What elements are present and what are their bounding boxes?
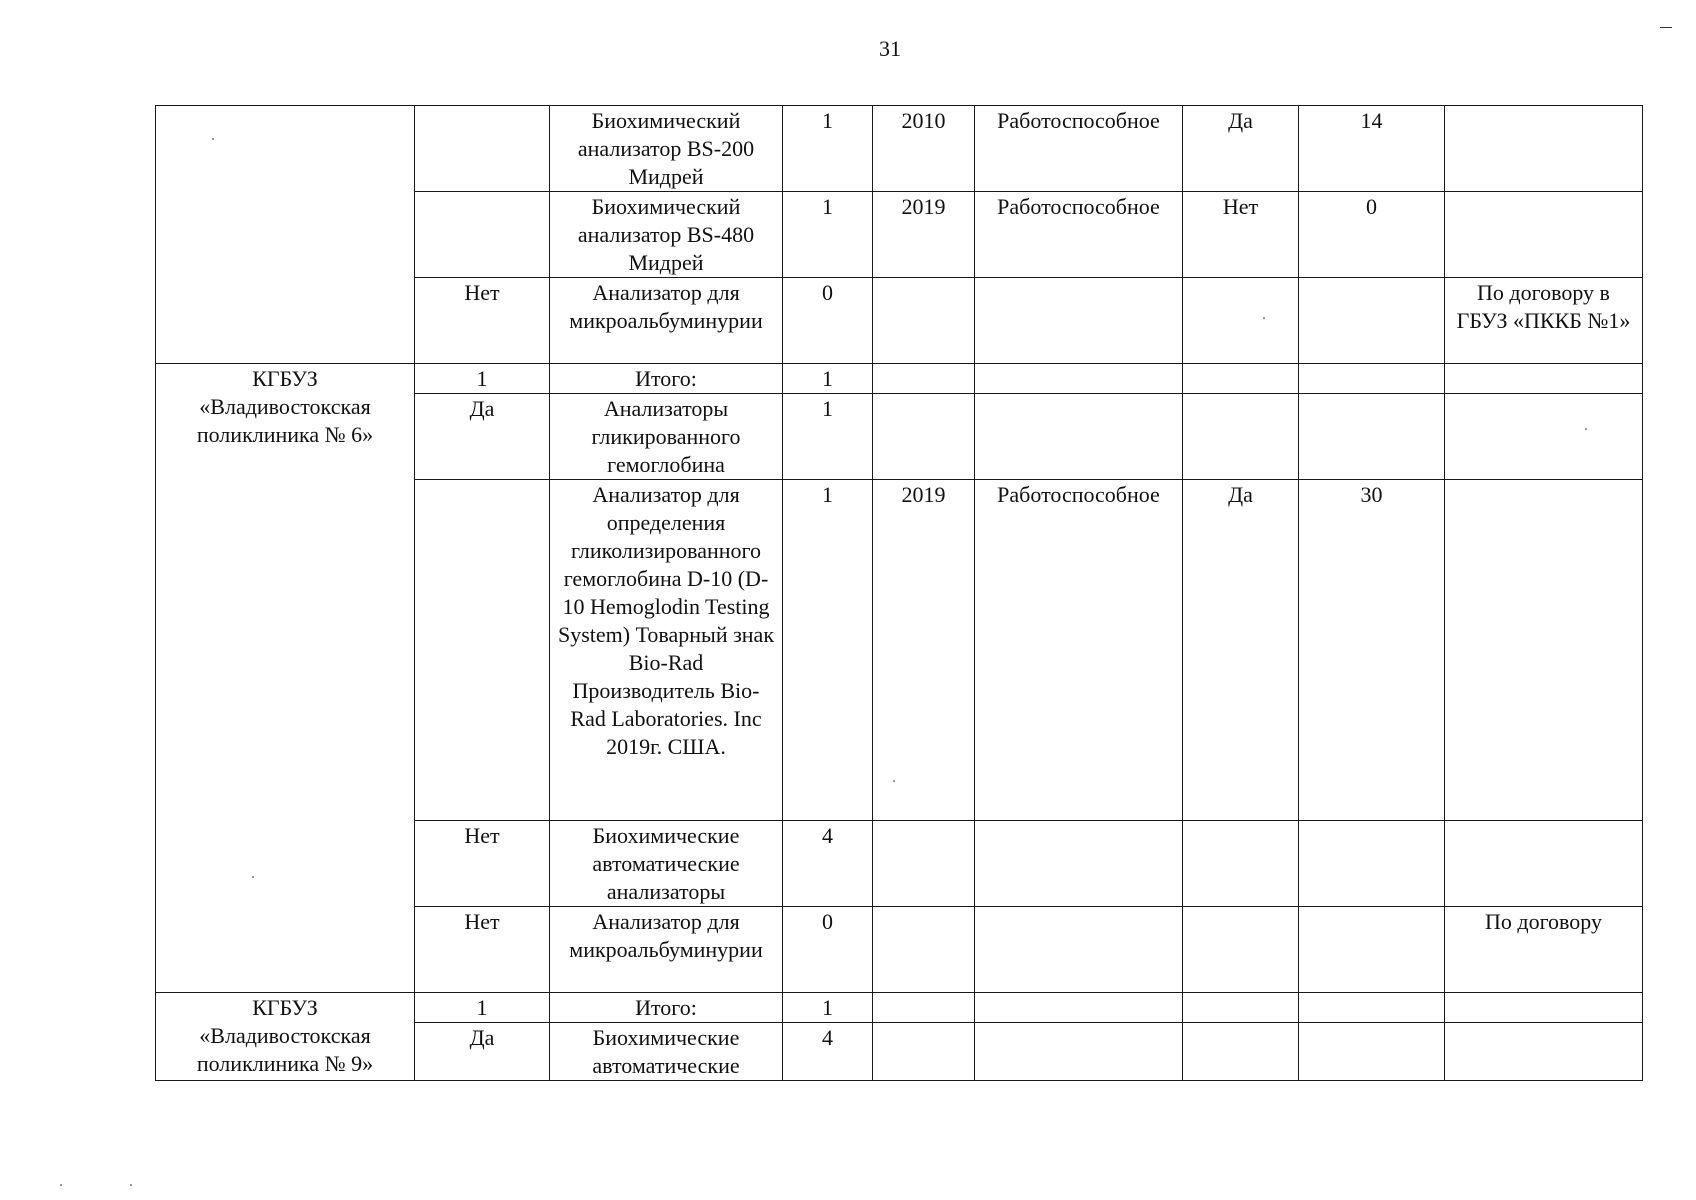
scan-speck [252,876,254,878]
org-cell-continued [156,106,415,364]
quantity-cell: 0 [783,907,873,993]
flag-cell [1183,394,1299,480]
condition-cell: Работоспособное [975,480,1183,821]
value-cell [1299,364,1445,394]
note-cell [1445,821,1643,907]
value-cell [1299,821,1445,907]
table-row [156,106,1643,192]
quantity-cell: 1 [783,394,873,480]
note-cell [1445,394,1643,480]
organization-cell: КГБУЗ «Владивостокская поликлиника № 9» [156,993,415,1081]
note-cell [1445,192,1643,278]
note-cell [1445,993,1643,1023]
availability-cell [415,192,550,278]
quantity-cell: 1 [783,364,873,394]
year-cell [873,1023,975,1081]
quantity-cell: 1 [783,993,873,1023]
flag-cell [1183,907,1299,993]
year-cell [873,364,975,394]
availability-cell: Да [415,1023,550,1081]
year-cell: 2010 [873,106,975,192]
year-cell: 2019 [873,480,975,821]
equipment-cell: Анализатор для микроальбуминурии [550,278,783,364]
availability-cell: Нет [415,278,550,364]
condition-cell [975,993,1183,1023]
equipment-cell: Биохимический анализатор BS-200 Мидрей [550,106,783,192]
condition-cell [975,278,1183,364]
flag-cell: Да [1183,106,1299,192]
condition-cell: Работоспособное [975,192,1183,278]
organization-cell: КГБУЗ «Владивостокская поликлиника № 6» [156,364,415,993]
note-cell [1445,364,1643,394]
value-cell [1299,907,1445,993]
year-cell [873,821,975,907]
flag-cell [1183,993,1299,1023]
availability-cell: Да [415,394,550,480]
value-cell: 14 [1299,106,1445,192]
flag-cell: Да [1183,480,1299,821]
quantity-cell: 4 [783,821,873,907]
quantity-cell: 1 [783,192,873,278]
note-cell: По договору в ГБУЗ «ПККБ №1» [1445,278,1643,364]
quantity-cell: 4 [783,1023,873,1081]
quantity-cell: 0 [783,278,873,364]
quantity-cell: 1 [783,106,873,192]
availability-cell: Нет [415,821,550,907]
note-cell [1445,1023,1643,1081]
condition-cell [975,907,1183,993]
year-cell [873,907,975,993]
year-cell [873,278,975,364]
flag-cell: Нет [1183,192,1299,278]
condition-cell [975,394,1183,480]
quantity-cell: 1 [783,480,873,821]
year-cell [873,394,975,480]
year-cell [873,993,975,1023]
note-cell: По договору [1445,907,1643,993]
equipment-cell: Анализатор для микроальбуминурии [550,907,783,993]
table-row [156,364,1643,394]
availability-cell [415,106,550,192]
scan-speck [1585,428,1587,430]
flag-cell [1183,364,1299,394]
scan-speck [60,1184,62,1186]
scan-speck [212,138,214,140]
value-cell [1299,278,1445,364]
condition-cell [975,1023,1183,1081]
equipment-cell: Анализатор для определения гликолизированного гемоглобина D-10 (D-10 Hemoglodin Testing System) Товарный знак Bio-Rad Производитель Bio-Rad Laboratories. Inc 2019г. США. [550,480,783,821]
equipment-cell: Биохимический анализатор BS-480 Мидрей [550,192,783,278]
availability-cell [415,480,550,821]
flag-cell [1183,278,1299,364]
note-cell [1445,106,1643,192]
condition-cell [975,821,1183,907]
equipment-cell: Биохимические автоматические [550,1023,783,1081]
year-cell: 2019 [873,192,975,278]
scan-speck [1263,317,1265,319]
table-row [156,993,1643,1023]
equipment-cell: Биохимические автоматические анализаторы [550,821,783,907]
scan-speck [893,780,895,782]
note-cell [1445,480,1643,821]
condition-cell [975,364,1183,394]
equipment-cell: Итого: [550,364,783,394]
condition-cell: Работоспособное [975,106,1183,192]
equipment-cell: Анализаторы гликированного гемоглобина [550,394,783,480]
equipment-cell: Итого: [550,993,783,1023]
value-cell [1299,993,1445,1023]
equipment-table [155,105,1643,1081]
value-cell [1299,394,1445,480]
availability-cell: 1 [415,364,550,394]
value-cell [1299,1023,1445,1081]
corner-mark [1660,27,1672,28]
value-cell: 30 [1299,480,1445,821]
value-cell: 0 [1299,192,1445,278]
page-number: 31 [879,36,901,61]
availability-cell: 1 [415,993,550,1023]
availability-cell: Нет [415,907,550,993]
flag-cell [1183,1023,1299,1081]
flag-cell [1183,821,1299,907]
scan-speck [130,1184,132,1186]
